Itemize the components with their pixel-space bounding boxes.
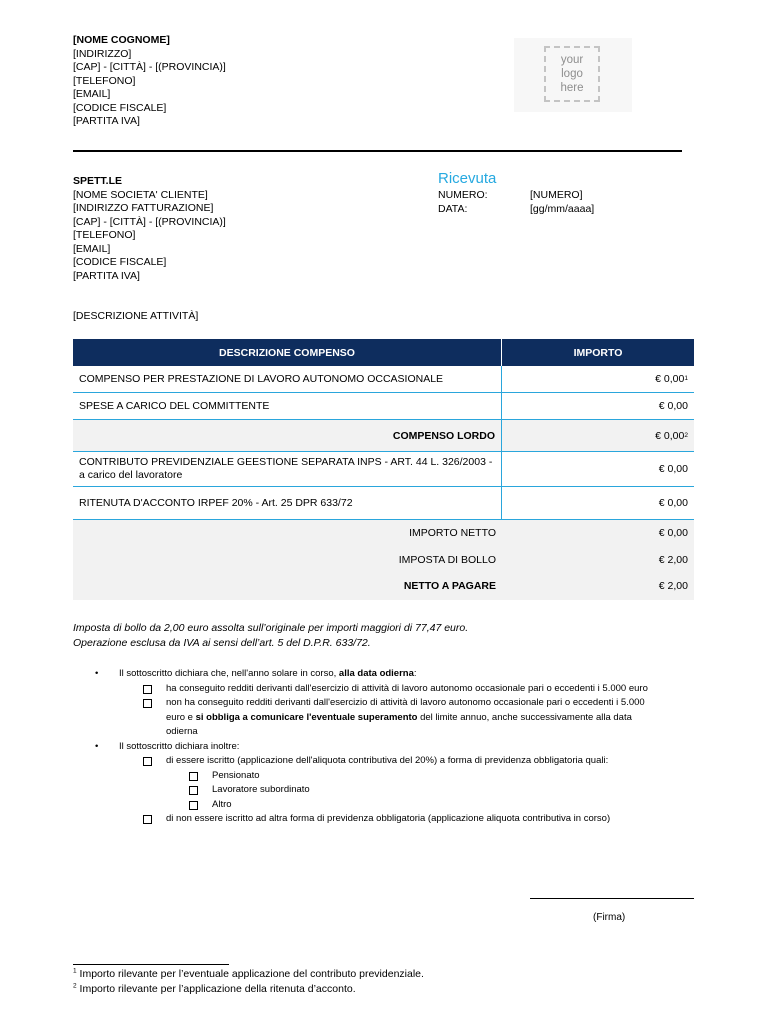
summary-amount: € 2,00 <box>658 553 688 566</box>
receipt-meta <box>438 188 594 216</box>
activity-description: [DESCRIZIONE ATTIVITÀ] <box>73 310 199 322</box>
table-row <box>73 487 694 520</box>
row-description: COMPENSO PER PRESTAZIONE DI LAVORO AUTONOMO OCCASIONALE <box>73 366 502 392</box>
receipt-number-value: [NUMERO] <box>530 189 583 201</box>
checkbox-icon[interactable] <box>143 815 152 824</box>
footnote-divider <box>73 964 229 965</box>
summary-amount: € 0,00 <box>658 527 688 540</box>
row-amount: € 0,00 <box>658 400 688 412</box>
row-amount: € 0,00 <box>658 497 688 509</box>
table-row <box>73 452 694 487</box>
stamp-duty-note: Imposta di bollo da 2,00 euro assolta sull’originale per importi maggiori di 77,47 euro. <box>73 622 469 634</box>
checkbox-icon[interactable] <box>189 772 198 781</box>
summary-row <box>73 520 694 547</box>
declaration-bullet-2: • Il sottoscritto dichiara inoltre: <box>73 740 713 755</box>
row-amount: € 0,00 1 <box>655 373 688 385</box>
checkbox-icon[interactable] <box>143 757 152 766</box>
declaration-sub-employee[interactable]: Lavoratore subordinato <box>73 783 713 798</box>
receipt-date-value: [gg/mm/aaaa] <box>530 203 595 215</box>
declaration-option-income-above[interactable]: ha conseguito redditi derivanti dall'esercizio di attività di lavoro autonomo occasionale pari o eccedenti i 5.000 euro <box>73 682 713 697</box>
sender-email: [EMAIL] <box>73 88 111 100</box>
table-header <box>73 339 694 366</box>
declaration-option-not-enrolled[interactable]: di non essere iscritto ad altra forma di previdenza obbligatoria (applicazione aliquota contributiva in corso) <box>73 812 713 827</box>
summary-label: IMPORTO NETTO <box>409 527 496 540</box>
client-tax-code: [CODICE FISCALE] <box>73 256 167 268</box>
bullet-icon: • <box>95 668 99 679</box>
declaration-sub-pensioner[interactable]: Pensionato <box>73 769 713 784</box>
sender-city: [CAP] - [CITTÀ] - [(PROVINCIA)] <box>73 61 226 73</box>
row-description: COMPENSO LORDO <box>73 420 502 451</box>
sender-block <box>73 34 226 129</box>
logo-placeholder <box>514 38 632 112</box>
header-divider <box>73 150 682 152</box>
sender-address: [INDIRIZZO] <box>73 47 132 60</box>
row-amount: € 0,00 2 <box>655 429 688 442</box>
client-block <box>73 175 226 283</box>
declaration-bullet-1: • Il sottoscritto dichiara che, nell'anno solare in corso, alla data odierna: <box>73 667 713 682</box>
client-billing-address: [INDIRIZZO FATTURAZIONE] <box>73 202 214 214</box>
receipt-title: Ricevuta <box>438 170 497 187</box>
row-description: SPESE A CARICO DEL COMMITTENTE <box>73 393 502 419</box>
checkbox-icon[interactable] <box>189 801 198 810</box>
logo-frame <box>544 46 600 102</box>
header-amount: IMPORTO <box>573 346 623 359</box>
receipt-date-label: DATA: <box>438 203 468 215</box>
summary-label: IMPOSTA DI BOLLO <box>398 553 496 566</box>
compensation-table <box>73 339 694 600</box>
declaration-option-income-below[interactable]: non ha conseguito redditi derivanti dall'esercizio di attività di lavoro autonomo occasionale pari o eccedenti i 5.000 euro e si obbliga a comunicare l'eventuale superamento del limite annuo, anche successivamente alla data odierna <box>73 696 713 740</box>
sender-tax-code: [CODICE FISCALE] <box>73 101 167 114</box>
sender-phone: [TELEFONO] <box>73 74 136 87</box>
client-city: [CAP] - [CITTÀ] - [(PROVINCIA)] <box>73 215 226 228</box>
footnote-2: $^2$ Importo rilevante per l’applicazione della ritenuta d’acconto. <box>73 982 356 995</box>
client-vat: [PARTITA IVA] <box>73 269 140 282</box>
footnotes <box>73 967 424 997</box>
client-phone: [TELEFONO] <box>73 229 136 241</box>
client-company: [NOME SOCIETA' CLIENTE] <box>73 188 208 201</box>
sender-name: [NOME COGNOME] <box>73 34 170 46</box>
signature-line <box>530 898 694 899</box>
checkbox-icon[interactable] <box>189 786 198 795</box>
row-description: RITENUTA D'ACCONTO IRPEF 20% - Art. 25 DPR 633/72 <box>73 487 502 519</box>
table-row <box>73 366 694 393</box>
row-amount: € 0,00 <box>658 462 688 475</box>
summary-amount: € 2,00 <box>658 580 688 593</box>
declaration-section <box>73 667 713 827</box>
row-description: CONTRIBUTO PREVIDENZIALE GEESTIONE SEPARATA INPS - ART. 44 L. 326/2003 - a carico del lavoratore <box>73 452 502 486</box>
checkbox-icon[interactable] <box>143 685 152 694</box>
signature-label: (Firma) <box>593 912 626 923</box>
summary-label: NETTO A PAGARE <box>403 580 496 593</box>
table-row <box>73 393 694 420</box>
tax-notes <box>73 621 468 651</box>
footnote-1: $^1$ Importo rilevante per l’eventuale applicazione del contributo previdenziale. <box>73 967 424 980</box>
client-email: [EMAIL] <box>73 242 111 255</box>
summary-row-total <box>73 573 694 600</box>
bullet-icon: • <box>95 740 99 752</box>
declaration-sub-other[interactable]: Altro <box>73 798 713 813</box>
checkbox-icon[interactable] <box>143 699 152 708</box>
logo-line-1: your <box>560 54 584 66</box>
vat-exemption-note: Operazione esclusa da IVA ai sensi dell’art. 5 del D.P.R. 633/72. <box>73 637 371 649</box>
summary-row <box>73 547 694 574</box>
declaration-option-enrolled[interactable]: di essere iscritto (applicazione dell'aliquota contributiva del 20%) a forma di previdenza obbligatoria quali: <box>73 754 713 769</box>
receipt-number-label: NUMERO: <box>438 189 488 201</box>
logo-line-3: here <box>560 82 584 94</box>
header-description: DESCRIZIONE COMPENSO <box>73 339 502 366</box>
logo-line-2: logo <box>561 68 583 80</box>
client-label: SPETT.LE <box>73 175 123 187</box>
sender-vat: [PARTITA IVA] <box>73 115 140 127</box>
table-row-gross <box>73 420 694 452</box>
